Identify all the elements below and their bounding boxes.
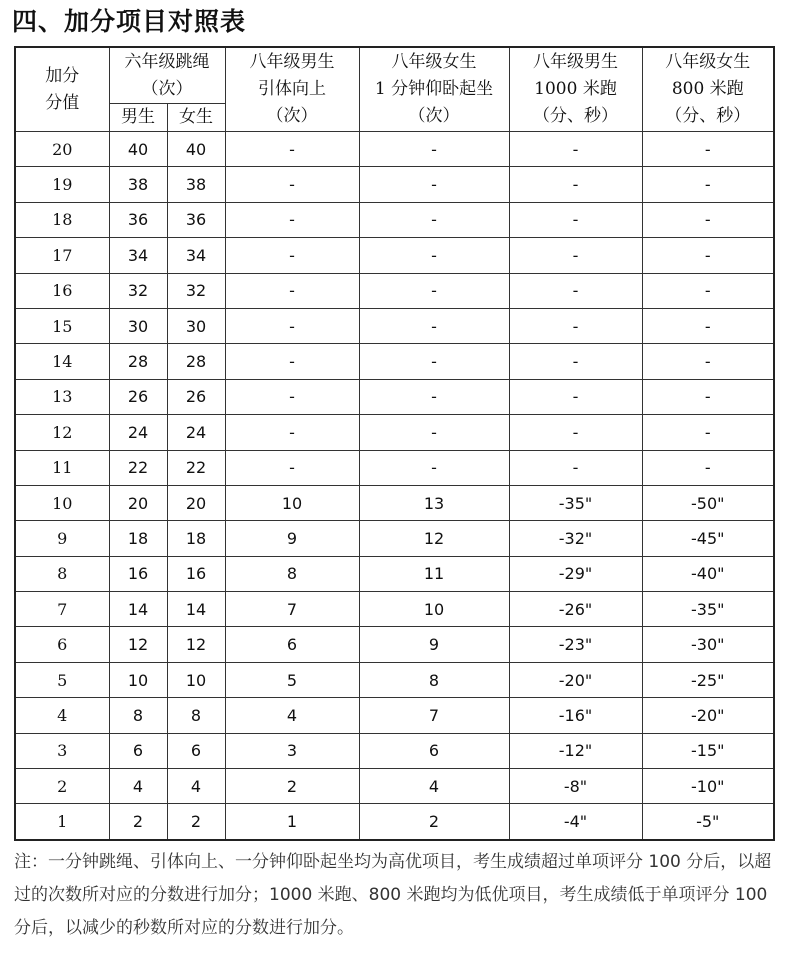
- cell-situp: 13: [359, 485, 509, 520]
- cell-situp: 9: [359, 627, 509, 662]
- cell-rope-male: 24: [109, 415, 167, 450]
- header-points: [15, 47, 109, 132]
- cell-rope-female: 30: [167, 308, 225, 343]
- table-row: [15, 804, 774, 840]
- cell-rope-male: 30: [109, 308, 167, 343]
- cell-run800: -: [642, 273, 774, 308]
- cell-situp: 2: [359, 804, 509, 840]
- cell-run800: -25": [642, 662, 774, 697]
- header-pullup: [225, 47, 359, 132]
- cell-pullup: -: [225, 308, 359, 343]
- cell-run1000: -16": [509, 698, 642, 733]
- cell-pullup: -: [225, 167, 359, 202]
- cell-run1000: -: [509, 167, 642, 202]
- cell-pullup: 5: [225, 662, 359, 697]
- cell-rope-male: 18: [109, 521, 167, 556]
- cell-points: 13: [15, 379, 109, 414]
- cell-run800: -: [642, 415, 774, 450]
- cell-rope-male: 22: [109, 450, 167, 485]
- cell-run800: -: [642, 379, 774, 414]
- table-row: [15, 344, 774, 379]
- cell-run800: -35": [642, 592, 774, 627]
- cell-run800: -: [642, 344, 774, 379]
- cell-run1000: -26": [509, 592, 642, 627]
- cell-pullup: -: [225, 415, 359, 450]
- cell-run800: -20": [642, 698, 774, 733]
- cell-pullup: 2: [225, 769, 359, 804]
- header-rope: [109, 47, 225, 104]
- cell-run1000: -12": [509, 733, 642, 768]
- cell-points: 5: [15, 662, 109, 697]
- table-row: [15, 485, 774, 520]
- cell-points: 16: [15, 273, 109, 308]
- cell-run1000: -: [509, 202, 642, 237]
- cell-pullup: -: [225, 132, 359, 167]
- cell-points: 7: [15, 592, 109, 627]
- cell-run1000: -: [509, 308, 642, 343]
- cell-run1000: -: [509, 415, 642, 450]
- cell-points: 8: [15, 556, 109, 591]
- header-situp-label: 八年级女生 1 分钟仰卧起坐 （次）: [374, 52, 494, 126]
- cell-run800: -: [642, 238, 774, 273]
- cell-points: 20: [15, 132, 109, 167]
- cell-rope-female: 16: [167, 556, 225, 591]
- table-row: [15, 521, 774, 556]
- cell-rope-female: 40: [167, 132, 225, 167]
- table-row: [15, 556, 774, 591]
- header-rope-label: 六年级跳绳 （次）: [124, 51, 210, 99]
- cell-pullup: 10: [225, 485, 359, 520]
- cell-situp: -: [359, 415, 509, 450]
- cell-situp: 4: [359, 769, 509, 804]
- cell-run1000: -23": [509, 627, 642, 662]
- cell-run1000: -: [509, 273, 642, 308]
- cell-rope-female: 36: [167, 202, 225, 237]
- table-row: [15, 662, 774, 697]
- cell-run800: -45": [642, 521, 774, 556]
- table-row: [15, 167, 774, 202]
- cell-run1000: -29": [509, 556, 642, 591]
- cell-rope-female: 10: [167, 662, 225, 697]
- cell-run800: -: [642, 167, 774, 202]
- cell-rope-male: 34: [109, 238, 167, 273]
- cell-rope-female: 4: [167, 769, 225, 804]
- bonus-points-table: [14, 46, 775, 841]
- cell-points: 11: [15, 450, 109, 485]
- cell-pullup: 3: [225, 733, 359, 768]
- cell-rope-male: 8: [109, 698, 167, 733]
- cell-situp: -: [359, 167, 509, 202]
- cell-rope-male: 16: [109, 556, 167, 591]
- cell-points: 12: [15, 415, 109, 450]
- cell-run800: -: [642, 202, 774, 237]
- cell-rope-male: 28: [109, 344, 167, 379]
- cell-situp: 12: [359, 521, 509, 556]
- cell-rope-female: 38: [167, 167, 225, 202]
- cell-situp: -: [359, 344, 509, 379]
- cell-rope-female: 32: [167, 273, 225, 308]
- cell-situp: -: [359, 238, 509, 273]
- table-row: [15, 769, 774, 804]
- cell-pullup: -: [225, 238, 359, 273]
- cell-pullup: -: [225, 450, 359, 485]
- cell-rope-female: 26: [167, 379, 225, 414]
- table-row: [15, 733, 774, 768]
- cell-rope-male: 36: [109, 202, 167, 237]
- table-row: [15, 698, 774, 733]
- cell-run1000: -: [509, 379, 642, 414]
- table-row: [15, 273, 774, 308]
- cell-run800: -40": [642, 556, 774, 591]
- table-row: [15, 592, 774, 627]
- cell-rope-female: 8: [167, 698, 225, 733]
- cell-points: 3: [15, 733, 109, 768]
- cell-points: 4: [15, 698, 109, 733]
- header-pullup-label: 八年级男生 引体向上 （次）: [249, 52, 335, 126]
- cell-run1000: -35": [509, 485, 642, 520]
- table-row: [15, 202, 774, 237]
- cell-situp: 10: [359, 592, 509, 627]
- cell-pullup: 1: [225, 804, 359, 840]
- cell-pullup: 8: [225, 556, 359, 591]
- header-run800: [642, 47, 774, 132]
- cell-run1000: -4": [509, 804, 642, 840]
- cell-situp: 6: [359, 733, 509, 768]
- cell-run800: -10": [642, 769, 774, 804]
- cell-pullup: 7: [225, 592, 359, 627]
- cell-situp: 8: [359, 662, 509, 697]
- cell-situp: -: [359, 202, 509, 237]
- cell-rope-female: 34: [167, 238, 225, 273]
- cell-pullup: -: [225, 344, 359, 379]
- cell-run800: -: [642, 132, 774, 167]
- cell-pullup: 6: [225, 627, 359, 662]
- cell-situp: -: [359, 273, 509, 308]
- table-body: [15, 132, 774, 840]
- cell-run1000: -: [509, 344, 642, 379]
- cell-rope-male: 4: [109, 769, 167, 804]
- footnote: 注：一分钟跳绳、引体向上、一分钟仰卧起坐均为高优项目，考生成绩超过单项评分 100 分后，以超过的次数所对应的分数进行加分；1000 米跑、800 米跑均为低优项目，考生成绩低于单项评分 100 分后，以减少的秒数所对应的分数进行加分。: [14, 852, 772, 938]
- cell-points: 6: [15, 627, 109, 662]
- cell-points: 15: [15, 308, 109, 343]
- header-rope-female: 女生: [167, 104, 225, 132]
- cell-pullup: -: [225, 379, 359, 414]
- cell-run1000: -20": [509, 662, 642, 697]
- header-run1000-label: 八年级男生 1000 米跑 （分、秒）: [533, 52, 618, 126]
- page-title: 四、加分项目对照表: [12, 7, 247, 36]
- cell-rope-male: 40: [109, 132, 167, 167]
- cell-situp: -: [359, 132, 509, 167]
- cell-run800: -30": [642, 627, 774, 662]
- table-row: [15, 627, 774, 662]
- cell-points: 18: [15, 202, 109, 237]
- cell-rope-female: 2: [167, 804, 225, 840]
- cell-rope-female: 14: [167, 592, 225, 627]
- cell-situp: -: [359, 379, 509, 414]
- header-points-label: 加分 分值: [45, 65, 80, 113]
- cell-situp: 11: [359, 556, 509, 591]
- cell-pullup: -: [225, 273, 359, 308]
- cell-points: 9: [15, 521, 109, 556]
- table-row: [15, 379, 774, 414]
- cell-run800: -: [642, 450, 774, 485]
- cell-rope-male: 20: [109, 485, 167, 520]
- cell-points: 17: [15, 238, 109, 273]
- table-row: [15, 450, 774, 485]
- cell-situp: -: [359, 450, 509, 485]
- table-row: [15, 308, 774, 343]
- cell-rope-female: 6: [167, 733, 225, 768]
- cell-rope-male: 38: [109, 167, 167, 202]
- header-run800-label: 八年级女生 800 米跑 （分、秒）: [665, 52, 751, 126]
- cell-points: 2: [15, 769, 109, 804]
- cell-pullup: 9: [225, 521, 359, 556]
- cell-run1000: -: [509, 132, 642, 167]
- cell-rope-female: 24: [167, 415, 225, 450]
- header-rope-male: 男生: [109, 104, 167, 132]
- cell-pullup: 4: [225, 698, 359, 733]
- cell-pullup: -: [225, 202, 359, 237]
- cell-rope-male: 10: [109, 662, 167, 697]
- cell-rope-female: 22: [167, 450, 225, 485]
- cell-rope-male: 32: [109, 273, 167, 308]
- cell-points: 1: [15, 804, 109, 840]
- cell-situp: 7: [359, 698, 509, 733]
- table-row: [15, 415, 774, 450]
- table-row: [15, 238, 774, 273]
- cell-rope-female: 28: [167, 344, 225, 379]
- cell-run1000: -8": [509, 769, 642, 804]
- cell-run1000: -32": [509, 521, 642, 556]
- header-run1000: [509, 47, 642, 132]
- cell-rope-male: 12: [109, 627, 167, 662]
- cell-situp: -: [359, 308, 509, 343]
- table-row: [15, 132, 774, 167]
- cell-rope-male: 26: [109, 379, 167, 414]
- cell-rope-female: 20: [167, 485, 225, 520]
- cell-run1000: -: [509, 238, 642, 273]
- cell-rope-female: 12: [167, 627, 225, 662]
- cell-rope-male: 2: [109, 804, 167, 840]
- cell-rope-male: 14: [109, 592, 167, 627]
- cell-points: 14: [15, 344, 109, 379]
- cell-rope-male: 6: [109, 733, 167, 768]
- cell-points: 19: [15, 167, 109, 202]
- cell-run800: -: [642, 308, 774, 343]
- header-situp: [359, 47, 509, 132]
- cell-run800: -15": [642, 733, 774, 768]
- cell-run1000: -: [509, 450, 642, 485]
- cell-points: 10: [15, 485, 109, 520]
- cell-run800: -5": [642, 804, 774, 840]
- cell-rope-female: 18: [167, 521, 225, 556]
- cell-run800: -50": [642, 485, 774, 520]
